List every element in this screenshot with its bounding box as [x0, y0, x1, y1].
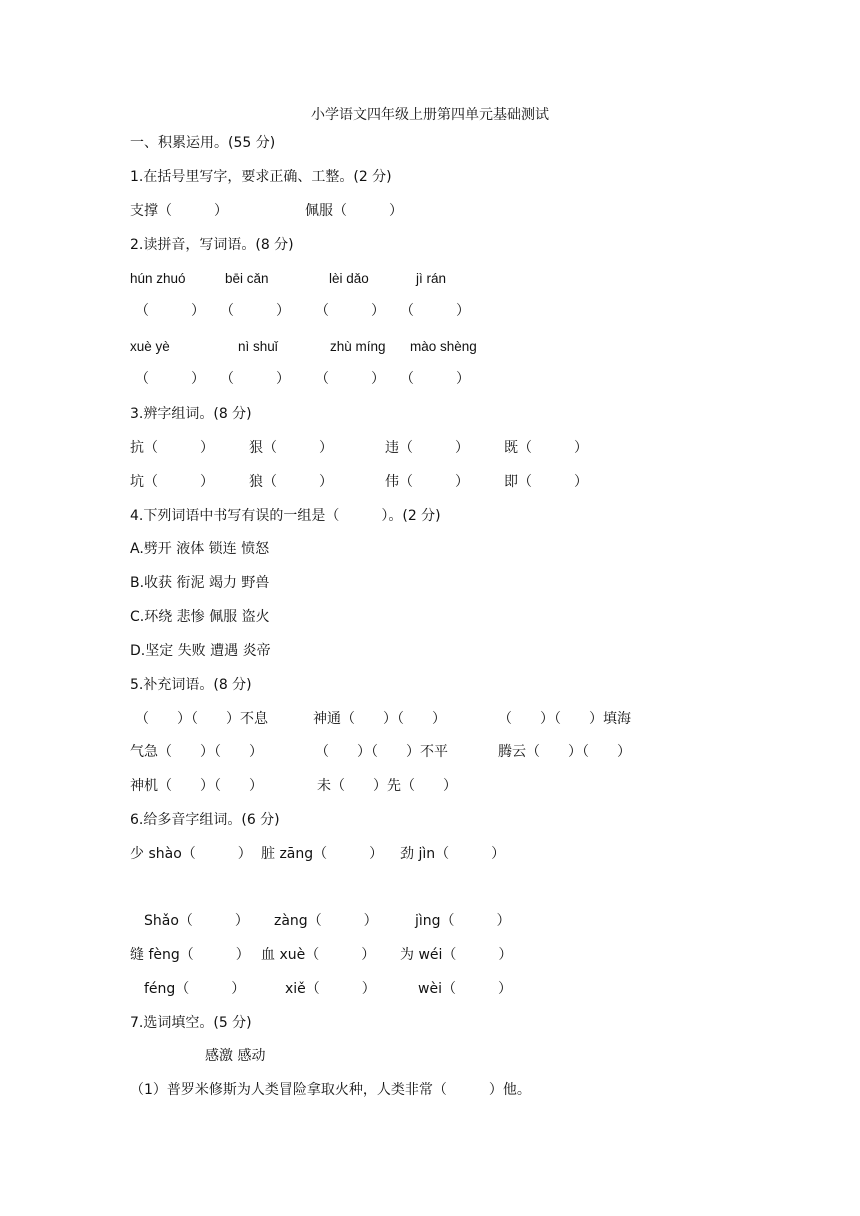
- char-row-2: [130, 471, 730, 493]
- answer-blank[interactable]: féng（ ）: [144, 981, 246, 997]
- answer-blank[interactable]: 支撑（ ）: [130, 203, 228, 219]
- idiom-row-3: [130, 775, 730, 797]
- question-3-heading: 3.辨字组词。(8 分): [130, 406, 252, 422]
- question-2-heading: 2.读拼音，写词语。(8 分): [130, 237, 294, 253]
- pinyin-label: bēi cǎn: [225, 271, 269, 286]
- idiom-row-1: [130, 708, 730, 730]
- polyphone-row-2: [130, 910, 730, 932]
- answer-blank[interactable]: 违（ ）: [385, 440, 469, 456]
- answer-blank[interactable]: wèi（ ）: [418, 981, 512, 997]
- option-d[interactable]: D.坚定 失败 遭遇 炎帝: [130, 643, 271, 659]
- pinyin-label: mào shèng: [410, 339, 477, 354]
- answer-blank[interactable]: （ ）: [400, 303, 470, 319]
- idiom-row-2: [130, 741, 730, 763]
- sentence-1[interactable]: （1）普罗米修斯为人类冒险拿取火种，人类非常（ ）他。: [130, 1082, 531, 1098]
- pinyin-label: nì shuǐ: [238, 339, 278, 354]
- pinyin-label: lèi dǎo: [329, 271, 369, 286]
- question-5-heading: 5.补充词语。(8 分): [130, 677, 252, 693]
- answer-blank[interactable]: xiě（ ）: [285, 981, 376, 997]
- question-1-heading: 1.在括号里写字，要求正确、工整。(2 分): [130, 169, 392, 185]
- word-choices: 感激 感动: [205, 1048, 266, 1064]
- polyphone-row-3: [130, 944, 730, 966]
- option-a[interactable]: A.劈开 液体 锁连 愤怒: [130, 541, 270, 557]
- pinyin-label: xuè yè: [130, 339, 170, 354]
- answer-blank[interactable]: 腾云（ ）（ ）: [498, 744, 631, 760]
- page-title: 小学语文四年级上册第四单元基础测试: [311, 107, 549, 123]
- answer-blank[interactable]: 血 xuè（ ）: [261, 947, 376, 963]
- answer-row-1: [130, 300, 730, 322]
- answer-blank[interactable]: 气急（ ）（ ）: [130, 744, 263, 760]
- pinyin-row-2: [130, 336, 730, 358]
- char-row-1: [130, 437, 730, 459]
- answer-blank[interactable]: 狼（ ）: [249, 474, 333, 490]
- answer-blank[interactable]: （ ）: [220, 371, 290, 387]
- answer-blank[interactable]: 脏 zāng（ ）: [261, 846, 384, 862]
- answer-blank[interactable]: Shǎo（ ）: [144, 913, 249, 929]
- answer-blank[interactable]: jìng（ ）: [415, 913, 511, 929]
- answer-blank[interactable]: zàng（ ）: [274, 913, 378, 929]
- answer-blank[interactable]: 少 shào（ ）: [130, 846, 252, 862]
- answer-blank[interactable]: 缝 fèng（ ）: [130, 947, 250, 963]
- answer-blank[interactable]: （ ）: [315, 371, 385, 387]
- answer-blank[interactable]: 狠（ ）: [249, 440, 333, 456]
- pinyin-label: jì rán: [416, 271, 447, 286]
- question-7-heading: 7.选词填空。(5 分): [130, 1015, 252, 1031]
- answer-blank[interactable]: （ ）（ ）不平: [315, 744, 448, 760]
- option-c[interactable]: C.环绕 悲惨 佩服 盗火: [130, 609, 270, 625]
- answer-blank[interactable]: 劲 jìn（ ）: [400, 846, 506, 862]
- pinyin-label: zhù míng: [330, 339, 386, 354]
- answer-blank[interactable]: （ ）: [400, 371, 470, 387]
- answer-blank[interactable]: 即（ ）: [504, 474, 588, 490]
- answer-blank[interactable]: （ ）: [220, 303, 290, 319]
- answer-blank[interactable]: 佩服（ ）: [305, 203, 403, 219]
- question-6-heading: 6.给多音字组词。(6 分): [130, 812, 280, 828]
- answer-blank[interactable]: 为 wéi（ ）: [400, 947, 513, 963]
- answer-blank[interactable]: 既（ ）: [504, 440, 588, 456]
- polyphone-row-1: [130, 843, 730, 865]
- question-4-heading: 4.下列词语中书写有误的一组是（ ）。(2 分): [130, 508, 441, 524]
- answer-blank[interactable]: （ ）（ ）不息: [135, 711, 268, 727]
- polyphone-row-4: [130, 978, 730, 1000]
- answer-blank[interactable]: 神机（ ）（ ）: [130, 778, 263, 794]
- option-b[interactable]: B.收获 衔泥 竭力 野兽: [130, 575, 270, 591]
- answer-blank[interactable]: （ ）: [315, 303, 385, 319]
- answer-blank[interactable]: 抗（ ）: [130, 440, 214, 456]
- answer-row-2: [130, 368, 730, 390]
- answer-blank[interactable]: 坑（ ）: [130, 474, 214, 490]
- section-heading-1: 一、积累运用。(55 分): [130, 135, 276, 151]
- pinyin-row-1: [130, 268, 730, 290]
- answer-blank[interactable]: （ ）: [135, 303, 205, 319]
- question-1-row: [130, 200, 730, 222]
- answer-blank[interactable]: 伟（ ）: [385, 474, 469, 490]
- answer-blank[interactable]: （ ）（ ）填海: [498, 711, 631, 727]
- answer-blank[interactable]: （ ）: [135, 371, 205, 387]
- answer-blank[interactable]: 神通（ ）（ ）: [313, 711, 446, 727]
- answer-blank[interactable]: 未（ ）先（ ）: [317, 778, 457, 794]
- pinyin-label: hún zhuó: [130, 271, 186, 286]
